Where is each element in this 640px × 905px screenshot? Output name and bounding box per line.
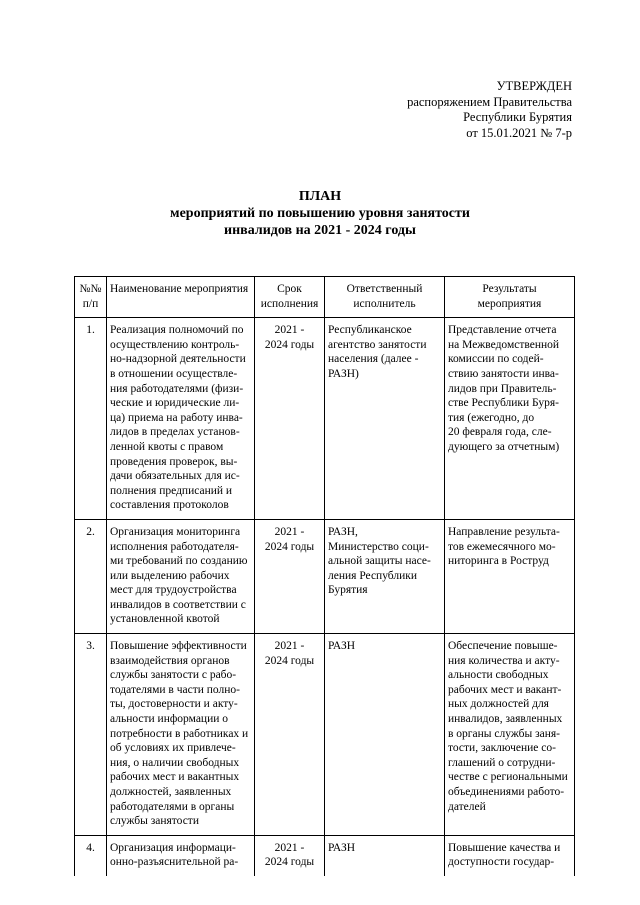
- cell-line: ца) приема на работу инва-: [110, 411, 243, 424]
- cell-line: Наименование мероприятия: [110, 283, 249, 295]
- cell-line: мероприятия: [477, 297, 542, 310]
- cell-line: Направление результа-: [448, 525, 560, 538]
- cell-line: комиссии по содей-: [448, 353, 544, 366]
- cell-line: рабочих мест и вакант-: [448, 683, 562, 696]
- cell-term: [255, 519, 325, 633]
- cell-line: взаимодействия органов: [110, 654, 230, 667]
- cell-line: ния количества и акту-: [448, 654, 560, 667]
- cell-line: Обеспечение повыше-: [448, 640, 558, 653]
- cell-result: [445, 835, 575, 876]
- cell-responsible: [325, 519, 445, 633]
- cell-line: тов ежемесячного мо-: [448, 540, 556, 553]
- cell-line: Министерство соци-: [328, 540, 429, 553]
- table-row: [75, 519, 575, 633]
- cell-line: агентство занятости: [328, 338, 427, 351]
- cell-activity-name: [107, 519, 255, 633]
- cell-line: 20 февраля года, сле-: [448, 426, 552, 439]
- cell-line: но-надзорной деятельности: [110, 353, 246, 366]
- cell-term: [255, 634, 325, 836]
- cell-line: в органы службы заня-: [448, 727, 560, 740]
- cell-line: службы занятости: [110, 815, 199, 828]
- cell-line: составления протоколов: [110, 499, 229, 512]
- cell-line: ных должностей для: [448, 698, 549, 711]
- cell-line: Бурятия: [328, 584, 368, 597]
- cell-line: доступности государ-: [448, 856, 555, 869]
- cell-line: исполнения: [260, 297, 319, 310]
- cell-line: альности информации о: [110, 713, 229, 726]
- cell-line: 2024 годы: [264, 654, 315, 667]
- cell-responsible: [325, 318, 445, 520]
- cell-line: альности свободных: [448, 669, 549, 682]
- cell-line: инвалидов в соответствии с: [110, 598, 246, 611]
- cell-line: РАЗН): [328, 367, 359, 380]
- cell-line: проведения проверок, вы-: [110, 455, 238, 468]
- cell-line: инвалидов, заявленных: [448, 713, 563, 726]
- cell-line: Организация мониторинга: [110, 525, 241, 538]
- title-line: инвалидов на 2021 - 2024 годы: [224, 223, 416, 238]
- cell-line: дачи обязательных для ис-: [110, 470, 240, 483]
- cell-line: глашений о сотрудни-: [448, 756, 556, 769]
- title-line: ПЛАН: [298, 189, 342, 204]
- cell-line: рабочих мест и вакантных: [110, 771, 240, 784]
- cell-activity-name: [107, 318, 255, 520]
- cell-line: ния, о наличии свободных: [110, 756, 240, 769]
- document-title: [0, 188, 640, 239]
- cell-number: 4.: [75, 835, 107, 876]
- table-row: [75, 318, 575, 520]
- cell-number: 1.: [75, 318, 107, 520]
- cell-line: Представление отчета: [448, 324, 557, 337]
- header-responsible: [325, 277, 445, 318]
- cell-line: Срок: [277, 283, 302, 295]
- cell-line: Повышение эффективности: [110, 640, 247, 653]
- cell-result: [445, 519, 575, 633]
- cell-line: онно-разъяснительной ра-: [110, 856, 239, 869]
- cell-line: альной защиты насе-: [328, 555, 431, 568]
- cell-line: Повышение качества и: [448, 841, 561, 854]
- cell-line: РАЗН: [328, 841, 356, 854]
- cell-line: дующего за отчетным): [448, 440, 560, 453]
- cell-line: 2021 -: [274, 324, 305, 337]
- cell-line: п/п: [82, 297, 99, 310]
- header-name: [107, 277, 255, 318]
- cell-line: установленной квотой: [110, 613, 220, 626]
- cell-line: №№: [79, 283, 102, 295]
- cell-line: 2021 -: [274, 841, 305, 854]
- cell-line: ми требований по созданию: [110, 555, 248, 568]
- cell-line: тодателями в части полно-: [110, 683, 240, 696]
- cell-line: ческие и юридические ли-: [110, 397, 240, 410]
- cell-line: 2021 -: [274, 525, 305, 538]
- cell-line: тости, заключение со-: [448, 742, 556, 755]
- cell-line: ления Республики: [328, 569, 418, 582]
- cell-line: ты, достоверности и акту-: [110, 698, 238, 711]
- cell-line: Результаты: [482, 283, 537, 295]
- cell-line: лидов при Правитель-: [448, 382, 557, 395]
- cell-line: лидов в пределах установ-: [110, 426, 240, 439]
- cell-line: исполнения работодателя-: [110, 540, 239, 553]
- cell-line: осуществлению контроль-: [110, 338, 240, 351]
- title-line: мероприятий по повышению уровня занятости: [170, 206, 470, 221]
- approval-stamp: [407, 79, 572, 141]
- cell-line: Республиканское: [328, 324, 412, 337]
- cell-line: или выделению рабочих: [110, 569, 230, 582]
- header-term: [255, 277, 325, 318]
- cell-result: [445, 634, 575, 836]
- cell-line: полнения предписаний и: [110, 484, 233, 497]
- cell-line: должностей, заявленных: [110, 786, 232, 798]
- table-header-row: [75, 277, 575, 318]
- header-result: [445, 277, 575, 318]
- cell-responsible: [325, 835, 445, 876]
- cell-line: об условиях их привлече-: [110, 742, 236, 755]
- cell-term: [255, 318, 325, 520]
- cell-responsible: [325, 634, 445, 836]
- cell-line: на Межведомственной: [448, 338, 560, 351]
- cell-line: РАЗН: [328, 640, 356, 653]
- plan-table: [74, 276, 575, 876]
- cell-number: 2.: [75, 519, 107, 633]
- cell-line: объединениями работо-: [448, 786, 565, 798]
- cell-line: Организация информаци-: [110, 841, 236, 854]
- cell-line: мест для трудоустройства: [110, 584, 237, 597]
- cell-line: 2024 годы: [264, 856, 315, 869]
- cell-line: потребности в работниках и: [110, 727, 249, 740]
- cell-line: ния работодателями (физи-: [110, 382, 244, 395]
- cell-line: РАЗН,: [328, 525, 358, 538]
- cell-line: Ответственный: [346, 283, 423, 295]
- cell-line: в отношении осуществле-: [110, 367, 238, 380]
- cell-number: 3.: [75, 634, 107, 836]
- cell-result: [445, 318, 575, 520]
- cell-line: работодателями в органы: [110, 800, 235, 813]
- cell-line: службы занятости с рабо-: [110, 669, 237, 682]
- cell-line: 2024 годы: [264, 338, 315, 351]
- approval-line: УТВЕРЖДЕН: [496, 79, 572, 93]
- approval-line: распоряжением Правительства: [407, 94, 572, 109]
- cell-line: Реализация полномочий по: [110, 324, 244, 337]
- cell-line: населения (далее -: [328, 353, 419, 366]
- cell-line: ствию занятости инва-: [448, 367, 559, 380]
- cell-line: дателей: [448, 800, 486, 813]
- cell-line: ниторинга в Роструд: [448, 555, 549, 568]
- table-row: [75, 634, 575, 836]
- cell-line: стве Республики Буря-: [448, 397, 559, 410]
- approval-line: Республики Бурятия: [463, 110, 572, 124]
- cell-line: исполнитель: [353, 297, 416, 310]
- cell-line: честве с региональными: [448, 771, 568, 784]
- approval-line: от 15.01.2021 № 7-р: [466, 125, 572, 140]
- header-num: [75, 277, 107, 318]
- cell-activity-name: [107, 634, 255, 836]
- cell-line: ленной квоты с правом: [110, 440, 224, 453]
- table-row: [75, 835, 575, 876]
- cell-activity-name: [107, 835, 255, 876]
- cell-line: тия (ежегодно, до: [448, 411, 535, 424]
- cell-line: 2024 годы: [264, 540, 315, 553]
- cell-line: 2021 -: [274, 640, 305, 653]
- cell-term: [255, 835, 325, 876]
